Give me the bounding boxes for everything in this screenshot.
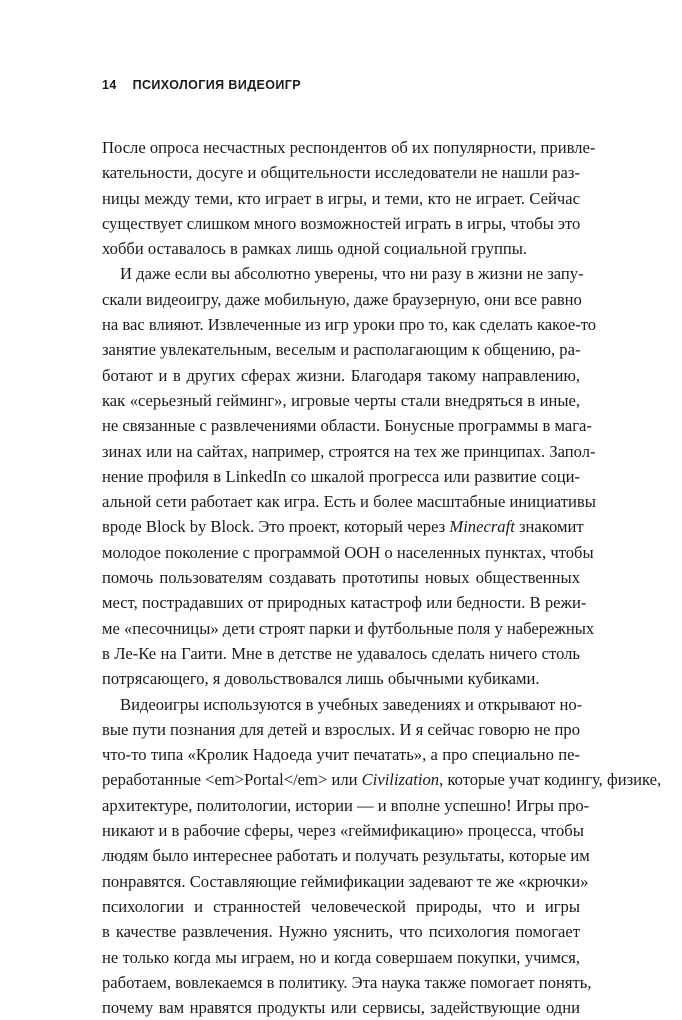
text-line: мест, пострадавших от природных катастроф или бедности. В режи-	[102, 593, 587, 613]
text-line: скали видеоигру, даже мобильную, даже браузерную, они все равно	[102, 289, 582, 309]
text-line: кательности, досуге и общительности исследователи не нашли раз-	[102, 163, 580, 183]
text-line: не только когда мы играем, но и когда совершаем покупки, учимся,	[102, 947, 580, 967]
text-line: как «серьезный гейминг», игровые черты стали внедряться в иные,	[102, 390, 580, 410]
body-text	[102, 135, 662, 1020]
text-line: занятие увлекательным, веселым и располагающим к общению, ра-	[102, 340, 581, 360]
page-number: 14	[102, 78, 117, 92]
text-line: вые пути познания для детей и взрослых. И я сейчас говорю не про	[102, 719, 580, 739]
text-line: людям было интереснее работать и получать результаты, которые им	[102, 846, 590, 866]
running-head	[102, 78, 301, 92]
text-line: молодое поколение с программой ООН о населенных пунктах, чтобы	[102, 542, 594, 562]
text-line: не связанные с развлечениями области. Бонусные программы в мага-	[102, 416, 592, 436]
text-line: Видеоигры используются в учебных заведениях и открывают но-	[120, 694, 583, 714]
text-line: альной сети работает как игра. Есть и более масштабные инициативы	[102, 492, 596, 512]
text-line: И даже если вы абсолютно уверены, что ни разу в жизни не запу-	[120, 264, 584, 284]
text-line: потрясающего, я довольствовался лишь обычными кубиками.	[102, 669, 540, 689]
text-line: на вас влияют. Извлеченные из игр уроки про то, как сделать какое-то	[102, 315, 597, 335]
text-line: зинах или на сайтах, например, строятся на тех же принципах. Запол-	[102, 441, 596, 461]
text-line: в качестве развлечения. Нужно уяснить, что психология помогает	[102, 922, 580, 942]
text-line: хобби оставалось в рамках лишь одной социальной группы.	[102, 239, 528, 259]
text-line: никают и в рабочие сферы, через «геймификацию» процесса, чтобы	[102, 821, 584, 841]
text-line: реработанные <em>Portal</em> или Civilization, которые учат кодингу, физике,	[102, 770, 662, 790]
text-line: ме «песочницы» дети строят парки и футбольные поля у набережных	[102, 618, 595, 638]
running-title: ПСИХОЛОГИЯ ВИДЕОИГР	[132, 78, 302, 92]
text-line: вроде Block by Block. Это проект, который через Minecraft знакомит	[102, 517, 584, 537]
text-line: понравятся. Составляющие геймификации задевают те же «крючки»	[102, 871, 589, 891]
text-line: ботают и в других сферах жизни. Благодаря такому направлению,	[102, 365, 580, 385]
text-line: что-то типа «Кролик Надоеда учит печатать», а про специально пе-	[102, 745, 580, 765]
text-line: существует слишком много возможностей играть в игры, чтобы это	[102, 213, 581, 233]
text-line: почему вам нравятся продукты или сервисы, задействующие одни	[102, 998, 580, 1018]
text-line: в Ле-Ке на Гаити. Мне в детстве не удавалось сделать ничего столь	[102, 643, 580, 663]
text-line: архитектуре, политологии, истории — и вполне успешно! Игры про-	[102, 795, 590, 815]
text-line: работаем, вовлекаемся в политику. Эта наука также помогает понять,	[102, 972, 592, 992]
text-line: нение профиля в LinkedIn со шкалой прогресса или развитие соци-	[102, 466, 580, 486]
text-line: ницы между теми, кто играет в игры, и теми, кто не играет. Сейчас	[102, 188, 580, 208]
text-line: После опроса несчастных респондентов об их популярности, привле-	[102, 138, 596, 157]
text-line: помочь пользователям создавать прототипы новых общественных	[102, 568, 580, 588]
text-line: психологии и странностей человеческой природы, что и игры	[102, 896, 580, 916]
